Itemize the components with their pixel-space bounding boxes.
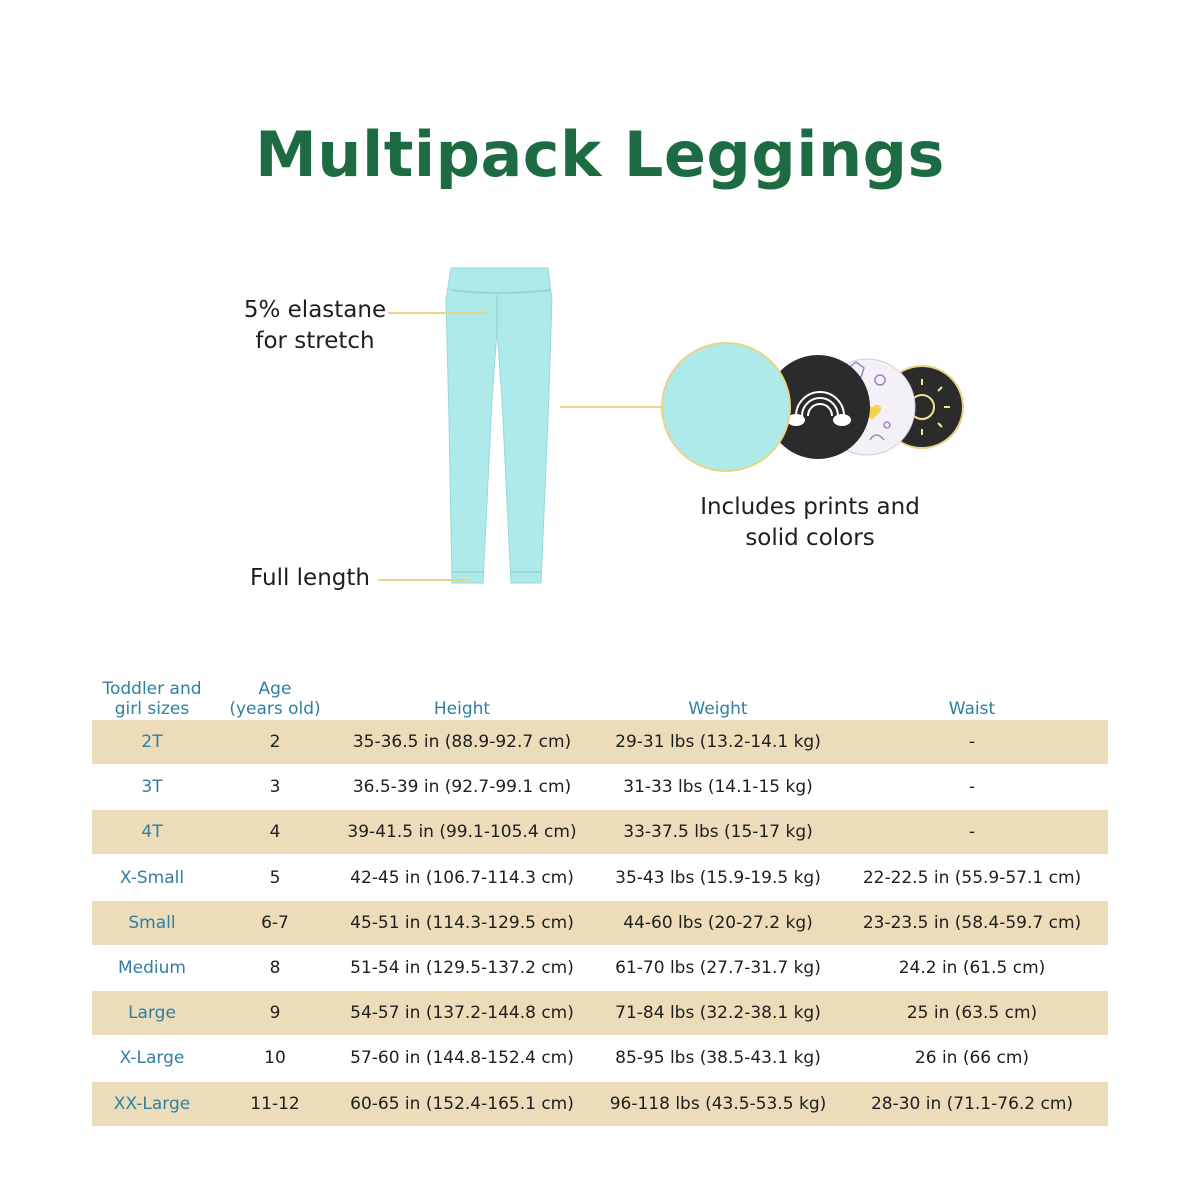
- cell-size: 2T: [141, 732, 163, 752]
- table-row: [92, 765, 1108, 809]
- cell-size: 4T: [141, 822, 163, 842]
- header-age-line2: (years old): [229, 699, 321, 719]
- elastane-callout: [230, 295, 400, 357]
- cell-height: 42-45 in (106.7-114.3 cm): [350, 868, 574, 888]
- table-row: [92, 1036, 1108, 1080]
- cell-waist: 22-22.5 in (55.9-57.1 cm): [862, 868, 1082, 888]
- cell-weight: 85-95 lbs (38.5-43.1 kg): [615, 1048, 821, 1068]
- solid-mint-swatch: [662, 343, 790, 471]
- cell-height: 36.5-39 in (92.7-99.1 cm): [352, 777, 572, 797]
- cell-age: 5: [269, 868, 281, 888]
- cell-weight: 33-37.5 lbs (15-17 kg): [623, 822, 813, 842]
- table-row: [92, 946, 1108, 990]
- cell-size: Medium: [118, 958, 186, 978]
- prints-callout: [660, 492, 960, 554]
- header-size: [92, 679, 212, 719]
- full-length-callout: Full length: [250, 565, 370, 591]
- cell-weight: 35-43 lbs (15.9-19.5 kg): [615, 868, 821, 888]
- cell-height: 35-36.5 in (88.9-92.7 cm): [352, 732, 572, 752]
- page-title: Multipack Leggings: [255, 118, 945, 191]
- table-row: [92, 856, 1108, 900]
- cell-waist: 25 in (63.5 cm): [906, 1003, 1038, 1023]
- cell-waist: -: [968, 822, 976, 842]
- cell-weight: 31-33 lbs (14.1-15 kg): [623, 777, 813, 797]
- elastane-callout-line1: 5% elastane: [243, 297, 387, 323]
- table-row: [92, 901, 1108, 945]
- cell-height: 54-57 in (137.2-144.8 cm): [350, 1003, 574, 1023]
- cell-waist: 26 in (66 cm): [914, 1048, 1030, 1068]
- header-size-line1: Toddler and: [102, 679, 202, 699]
- cell-age: 11-12: [250, 1094, 300, 1114]
- cell-height: 51-54 in (129.5-137.2 cm): [350, 958, 574, 978]
- cell-age: 3: [269, 777, 281, 797]
- cell-age: 9: [269, 1003, 281, 1023]
- cell-waist: 24.2 in (61.5 cm): [898, 958, 1046, 978]
- cell-waist: -: [968, 777, 976, 797]
- cell-size: XX-Large: [113, 1094, 191, 1114]
- cell-waist: 23-23.5 in (58.4-59.7 cm): [862, 913, 1082, 933]
- elastane-callout-line2: for stretch: [255, 328, 375, 354]
- leggings-image: [446, 268, 552, 583]
- cell-age: 6-7: [261, 913, 289, 933]
- cell-weight: 96-118 lbs (43.5-53.5 kg): [609, 1094, 827, 1114]
- cell-age: 10: [264, 1048, 286, 1068]
- table-row: [92, 720, 1108, 764]
- cell-size: Large: [128, 1003, 176, 1023]
- cell-weight: 44-60 lbs (20-27.2 kg): [623, 913, 813, 933]
- cell-size: Small: [128, 913, 176, 933]
- cell-age: 8: [269, 958, 281, 978]
- header-waist: Waist: [948, 699, 996, 719]
- cell-size: X-Small: [119, 868, 185, 888]
- cell-weight: 71-84 lbs (32.2-38.1 kg): [615, 1003, 821, 1023]
- prints-callout-line2: solid colors: [745, 525, 875, 551]
- cell-weight: 61-70 lbs (27.7-31.7 kg): [615, 958, 821, 978]
- header-size-line2: girl sizes: [114, 699, 190, 719]
- cell-age: 2: [269, 732, 281, 752]
- cell-size: 3T: [141, 777, 163, 797]
- cell-age: 4: [269, 822, 281, 842]
- cell-height: 57-60 in (144.8-152.4 cm): [350, 1048, 574, 1068]
- cell-size: X-Large: [119, 1048, 185, 1068]
- cell-height: 60-65 in (152.4-165.1 cm): [350, 1094, 574, 1114]
- cell-weight: 29-31 lbs (13.2-14.1 kg): [615, 732, 821, 752]
- table-row: [92, 991, 1108, 1035]
- cell-height: 39-41.5 in (99.1-105.4 cm): [347, 822, 577, 842]
- cell-waist: 28-30 in (71.1-76.2 cm): [870, 1094, 1074, 1114]
- table-row: [92, 810, 1108, 854]
- prints-callout-line1: Includes prints and: [700, 494, 920, 520]
- table-row: [92, 1082, 1108, 1126]
- header-age: [215, 679, 335, 719]
- cell-waist: -: [968, 732, 976, 752]
- header-height: Height: [433, 699, 491, 719]
- cell-height: 45-51 in (114.3-129.5 cm): [350, 913, 574, 933]
- header-weight: Weight: [688, 699, 748, 719]
- header-age-line1: Age: [258, 679, 292, 699]
